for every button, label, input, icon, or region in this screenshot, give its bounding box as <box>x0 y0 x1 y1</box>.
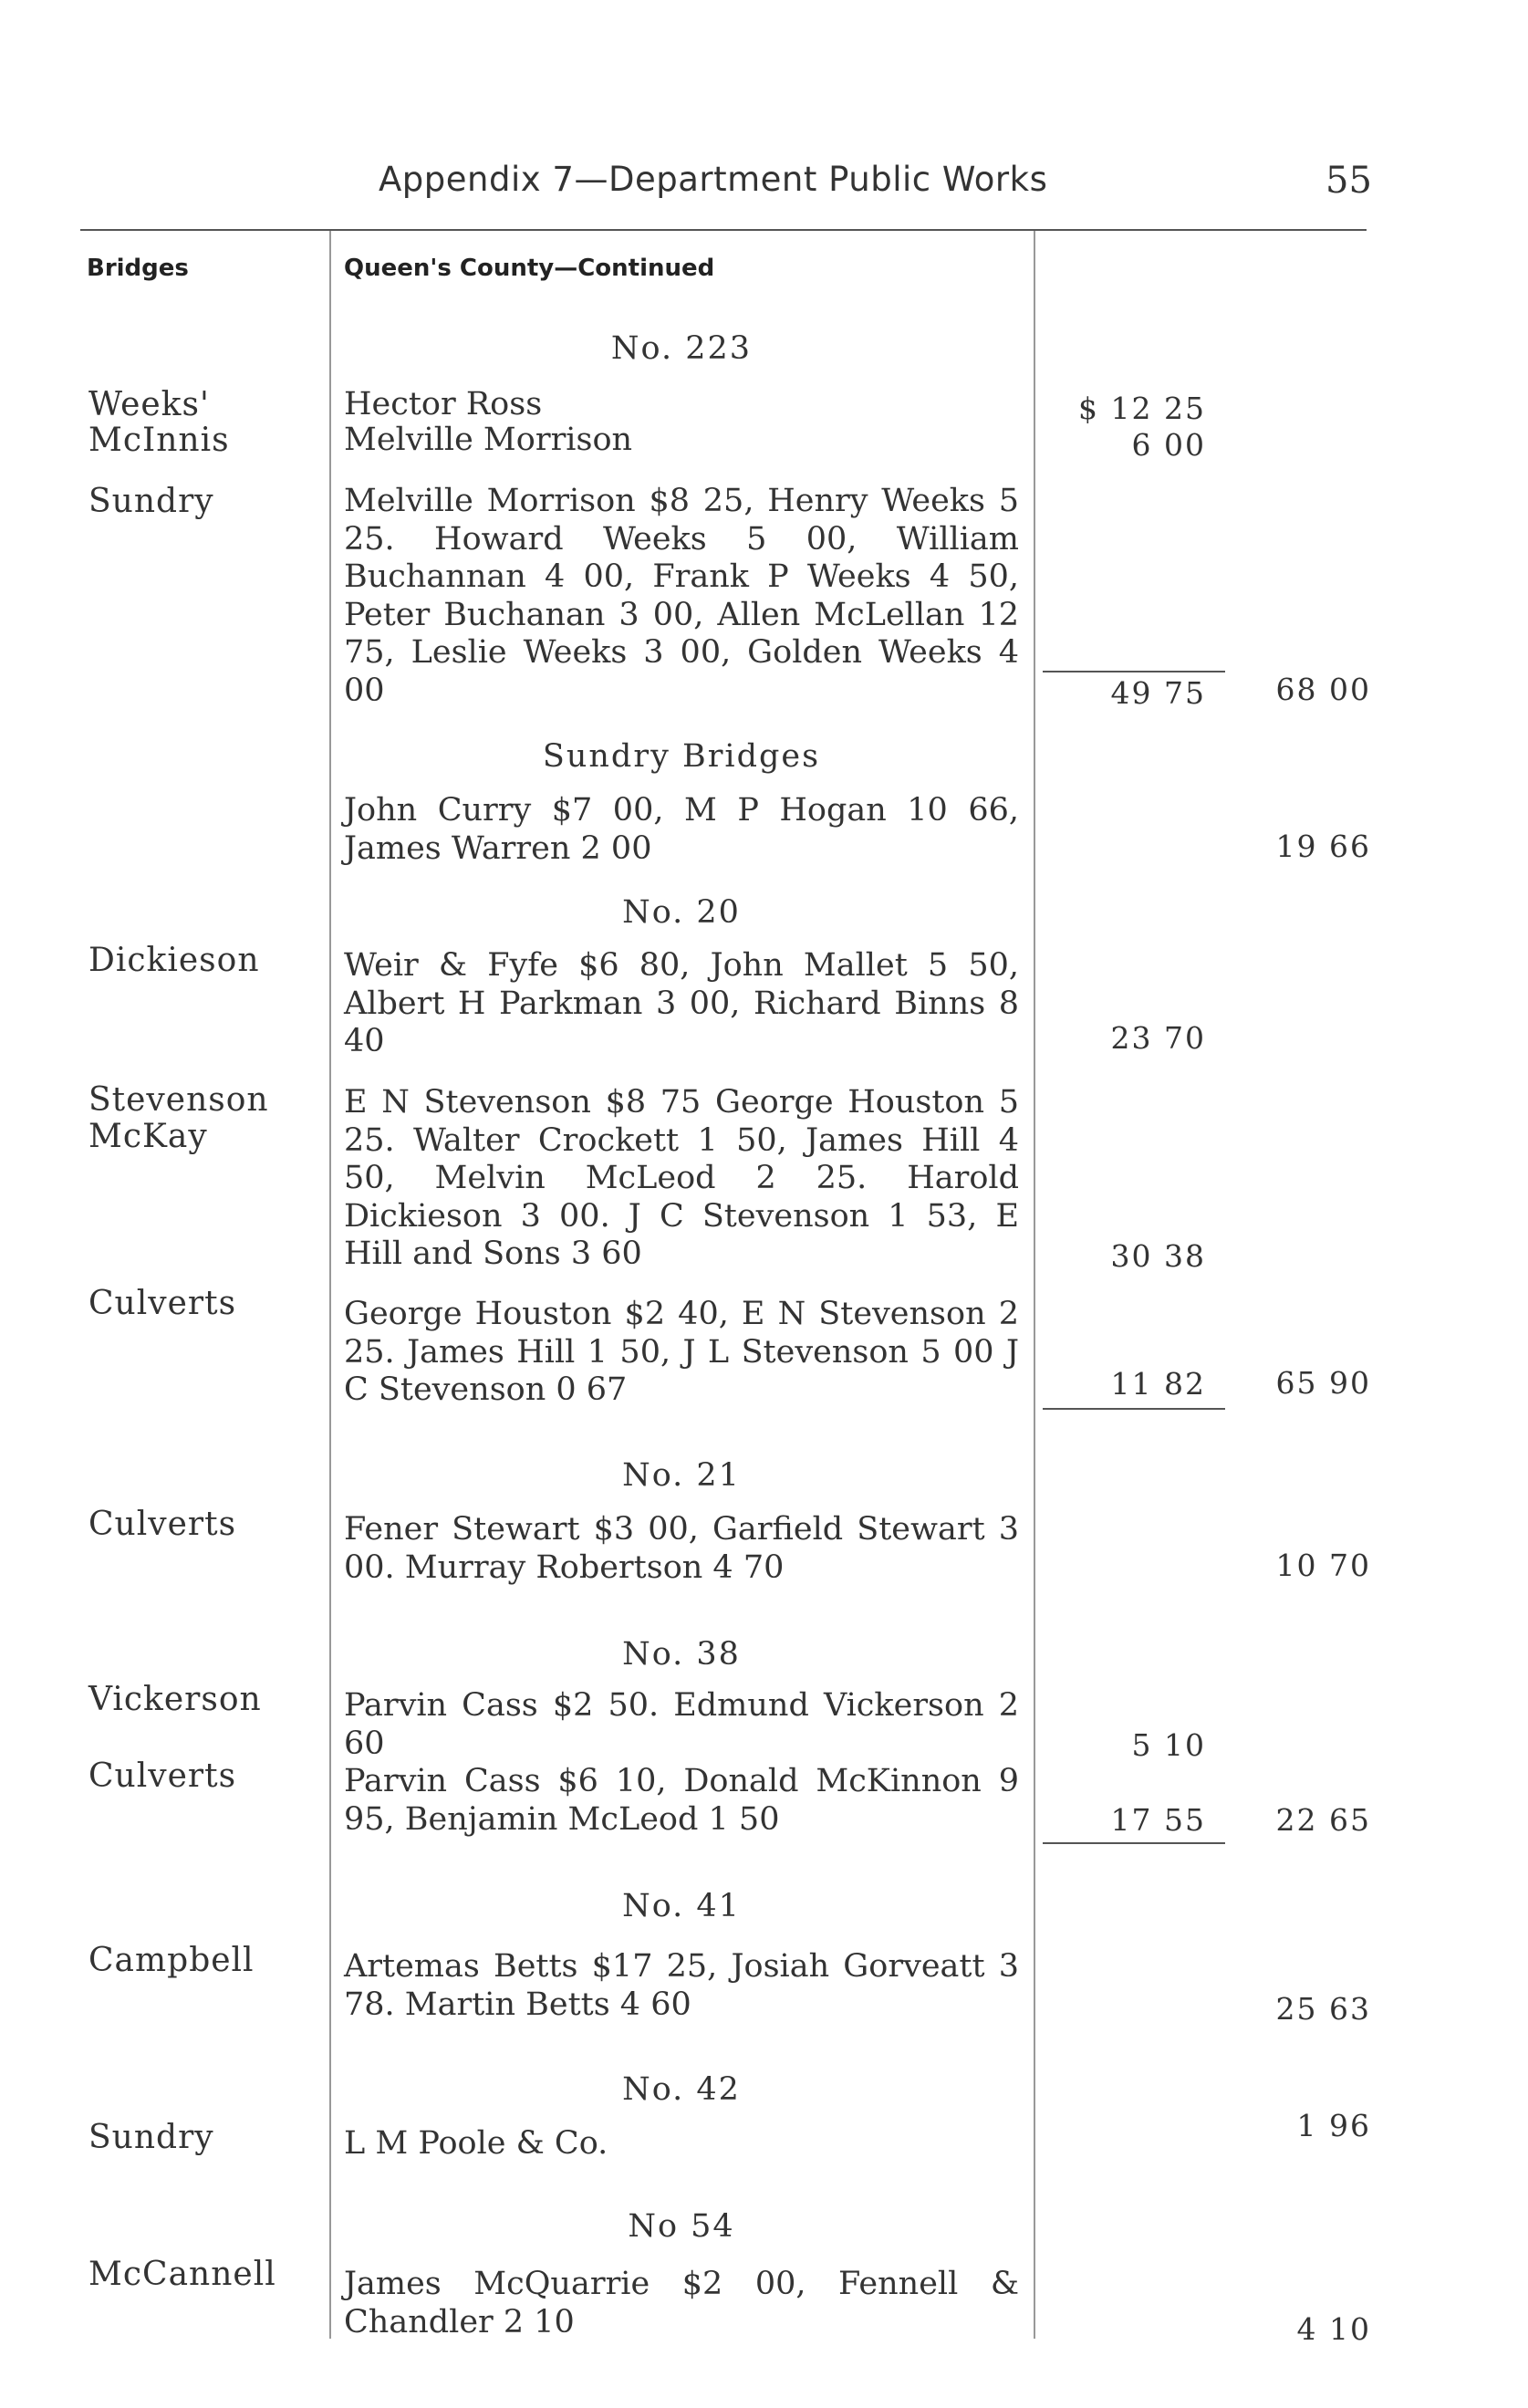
entry-text: George Houston $2 40, E N Stevenson 2 25. James Hill 1 50, J L Stevenson 5 00 J C Stevenson 0 67 <box>344 1296 1019 1408</box>
running-header-title: Appendix 7—Department Public Works <box>379 160 1048 199</box>
amount-underline <box>1043 671 1225 672</box>
entry-label: Culverts <box>88 1285 237 1322</box>
section-heading: No 54 <box>628 2208 735 2245</box>
entry-label: Stevenson <box>88 1081 269 1119</box>
entry-text: L M Poole & Co. <box>344 2125 608 2162</box>
entry-label: Culverts <box>88 1757 237 1795</box>
section-heading: No. 20 <box>622 894 741 931</box>
entry-text: Parvin Cass $2 50. Edmund Vickerson 2 60 <box>344 1687 1019 1762</box>
entry-label: Culverts <box>88 1506 237 1543</box>
section-total: 22 65 <box>1275 1802 1371 1838</box>
entry-label: Weeks' <box>88 386 210 423</box>
section-total: 25 63 <box>1275 1991 1371 2027</box>
entry-amount: $ 12 25 <box>1078 391 1206 426</box>
entry-text: Fener Stewart $3 00, Garfield Stewart 3 00. Murray Robertson 4 70 <box>344 1511 1019 1586</box>
header-rule <box>80 229 1367 231</box>
amount-underline <box>1043 1408 1225 1410</box>
entry-text: E N Stevenson $8 75 George Houston 5 25. Walter Crockett 1 50, James Hill 4 50, Melvin McLeod 2 25. Harold Dickieson 3 00. J C Stevenson 1 53, E Hill and Sons 3 60 <box>344 1084 1019 1272</box>
entry-text: Melville Morrison $8 25, Henry Weeks 5 25. Howard Weeks 5 00, William Buchannan 4 00, Frank P Weeks 4 50, Peter Buchanan 3 00, Allen McLellan 12 75, Leslie Weeks 3 00, Golden Weeks 4 00 <box>344 483 1019 709</box>
column-rule-left <box>329 231 331 2339</box>
entry-label: McCannell <box>88 2256 276 2293</box>
entry-label: Campbell <box>88 1942 255 1979</box>
section-total: 4 10 <box>1296 2311 1371 2347</box>
section-total: 65 90 <box>1275 1365 1371 1401</box>
amount-underline <box>1043 1842 1225 1844</box>
section-heading: No. 21 <box>622 1457 741 1494</box>
entry-text: Melville Morrison <box>344 422 633 458</box>
entry-label: McKay <box>88 1118 208 1155</box>
page-number: 55 <box>1325 160 1372 202</box>
section-heading: No. 41 <box>622 1888 741 1924</box>
section-total: 1 96 <box>1296 2108 1371 2143</box>
entry-label: Sundry <box>88 483 214 520</box>
column-heading-bridges: Bridges <box>87 255 189 282</box>
section-heading: No. 223 <box>610 330 753 367</box>
entry-text: Weir & Fyfe $6 80, John Mallet 5 50, Albert H Parkman 3 00, Richard Binns 8 40 <box>344 947 1019 1059</box>
section-total: 10 70 <box>1275 1548 1371 1583</box>
section-total: 68 00 <box>1275 672 1371 707</box>
entry-amount: 6 00 <box>1131 427 1206 463</box>
entry-text: James McQuarrie $2 00, Fennell & Chandler 2 10 <box>344 2266 1019 2340</box>
entry-text: John Curry $7 00, M P Hogan 10 66, James Warren 2 00 <box>344 792 1019 867</box>
entry-text: Artemas Betts $17 25, Josiah Gorveatt 3 78. Martin Betts 4 60 <box>344 1948 1019 2023</box>
column-rule-right <box>1034 231 1035 2339</box>
entry-text: Hector Ross <box>344 386 543 422</box>
entry-amount: 30 38 <box>1110 1238 1206 1274</box>
entry-label: Dickieson <box>88 942 260 979</box>
entry-label: McInnis <box>88 422 230 459</box>
entry-amount: 23 70 <box>1110 1020 1206 1056</box>
entry-text: Parvin Cass $6 10, Donald McKinnon 9 95, Benjamin McLeod 1 50 <box>344 1763 1019 1838</box>
section-heading: Sundry Bridges <box>542 738 821 775</box>
section-heading: No. 42 <box>622 2071 741 2108</box>
section-heading: No. 38 <box>622 1636 741 1673</box>
entry-label: Sundry <box>88 2119 214 2156</box>
column-heading-county: Queen's County—Continued <box>344 255 715 282</box>
entry-label: Vickerson <box>88 1681 262 1718</box>
entry-amount: 49 75 <box>1110 675 1206 711</box>
section-total: 19 66 <box>1275 829 1371 864</box>
entry-amount: 11 82 <box>1110 1366 1206 1402</box>
entry-amount: 5 10 <box>1131 1727 1206 1763</box>
entry-amount: 17 55 <box>1110 1802 1206 1838</box>
